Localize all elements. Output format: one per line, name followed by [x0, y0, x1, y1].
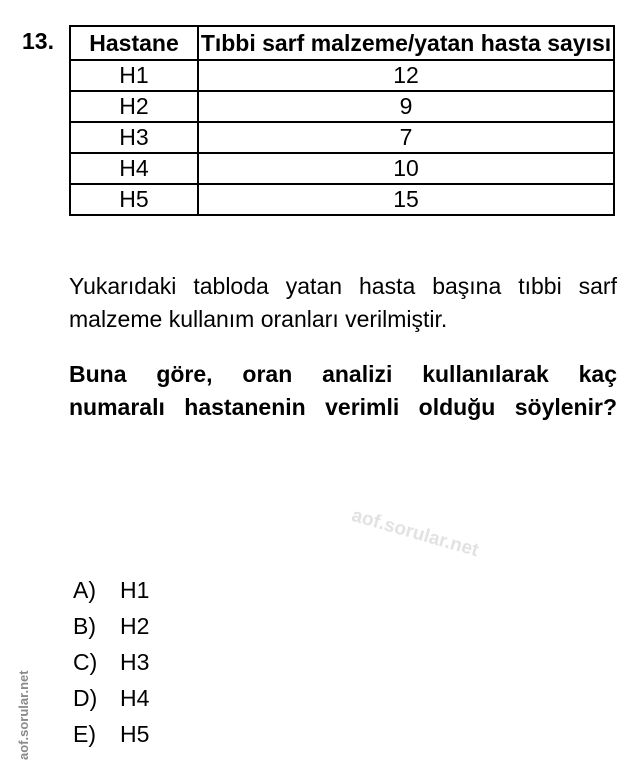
ratio-cell: 9 — [198, 91, 614, 122]
hospital-cell: H2 — [70, 91, 198, 122]
option-c[interactable] — [73, 647, 149, 683]
question-number: 13. — [22, 28, 54, 54]
ratio-cell: 7 — [198, 122, 614, 153]
option-letter: E) — [73, 721, 96, 747]
option-letter: C) — [73, 649, 98, 675]
table-row — [70, 184, 614, 215]
option-text: H2 — [120, 613, 150, 639]
option-letter: A) — [73, 577, 96, 603]
hospital-cell: H4 — [70, 153, 198, 184]
header-hastane: Hastane — [70, 26, 198, 60]
table-header-row — [70, 26, 614, 60]
table-row — [70, 60, 614, 91]
option-text: H1 — [120, 577, 150, 603]
data-table — [69, 25, 615, 216]
option-text: H3 — [120, 649, 150, 675]
table-row — [70, 122, 614, 153]
side-watermark: aof.sorular.net — [16, 670, 31, 760]
hospital-cell: H5 — [70, 184, 198, 215]
option-d[interactable] — [73, 683, 149, 719]
table-row — [70, 91, 614, 122]
question-prompt — [69, 358, 617, 424]
context-line: Yukarıdaki tabloda yatan hasta başına tıbbi sarf — [69, 273, 617, 299]
ratio-cell: 15 — [198, 184, 614, 215]
header-ratio: Tıbbi sarf malzeme/yatan hasta sayısı — [198, 26, 614, 60]
context-line: malzeme kullanım oranları verilmiştir. — [69, 306, 448, 332]
option-a[interactable] — [73, 575, 149, 611]
question-context — [69, 270, 617, 336]
option-b[interactable] — [73, 611, 149, 647]
prompt-line: numaralı hastanenin verimli olduğu söylenir? — [69, 394, 617, 420]
table-row — [70, 153, 614, 184]
answer-options — [73, 575, 149, 755]
option-letter: D) — [73, 685, 98, 711]
option-text: H4 — [120, 685, 150, 711]
option-text: H5 — [120, 721, 150, 747]
ratio-cell: 12 — [198, 60, 614, 91]
hospital-cell: H3 — [70, 122, 198, 153]
hospital-cell: H1 — [70, 60, 198, 91]
option-letter: B) — [73, 613, 96, 639]
option-e[interactable] — [73, 719, 149, 755]
ratio-cell: 10 — [198, 153, 614, 184]
prompt-line: Buna göre, oran analizi kullanılarak kaç — [69, 361, 617, 387]
watermark: aof.sorular.net — [349, 505, 481, 562]
